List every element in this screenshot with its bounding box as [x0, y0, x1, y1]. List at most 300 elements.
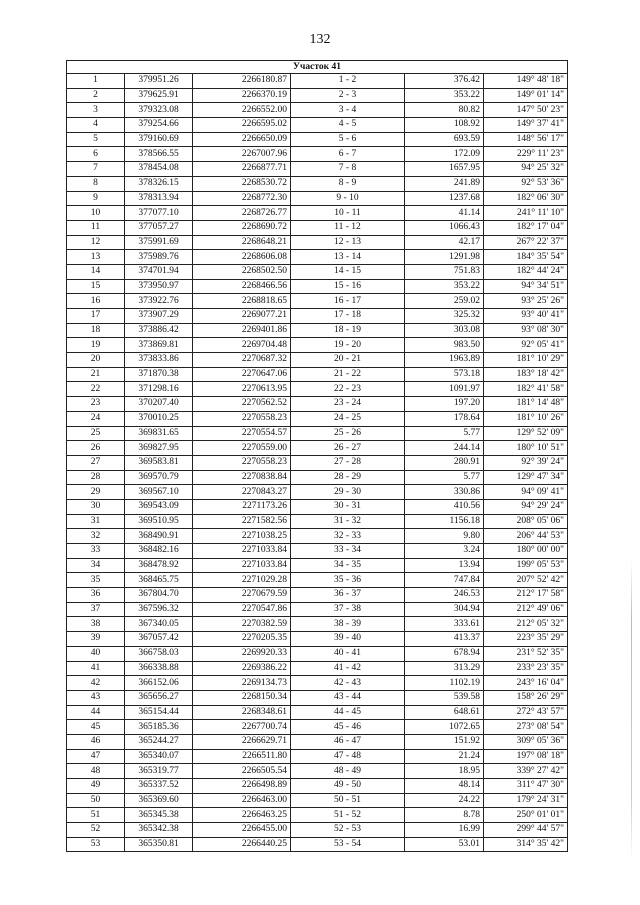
segment-length-cell: 13.94 — [405, 558, 484, 573]
coordinate-y-cell: 2270205.35 — [193, 632, 291, 647]
direction-angle-cell: 93° 25' 26" — [484, 294, 568, 309]
scan-edge-mark — [631, 560, 632, 860]
direction-angle-cell: 92° 05' 41" — [484, 338, 568, 353]
direction-angle-cell: 231° 52' 35" — [484, 646, 568, 661]
coordinate-x-cell: 379951.26 — [125, 74, 193, 89]
table-row — [67, 617, 568, 632]
segment-length-cell: 333.61 — [405, 617, 484, 632]
coordinate-x-cell: 373833.86 — [125, 353, 193, 368]
coordinate-x-cell: 367057.42 — [125, 632, 193, 647]
coordinate-y-cell: 2266180.87 — [193, 74, 291, 89]
segment-cell: 24 - 25 — [291, 411, 405, 426]
coordinate-x-cell: 365369.60 — [125, 793, 193, 808]
table-row — [67, 411, 568, 426]
coordinate-x-cell: 375989.76 — [125, 250, 193, 265]
point-number-cell: 26 — [67, 441, 125, 456]
coordinate-y-cell: 2268772.30 — [193, 191, 291, 206]
segment-length-cell: 1156.18 — [405, 514, 484, 529]
point-number-cell: 14 — [67, 264, 125, 279]
coordinate-y-cell: 2270838.84 — [193, 470, 291, 485]
coordinate-y-cell: 2271038.25 — [193, 529, 291, 544]
direction-angle-cell: 182° 06' 30" — [484, 191, 568, 206]
direction-angle-cell: 94° 09' 41" — [484, 485, 568, 500]
point-number-cell: 12 — [67, 235, 125, 250]
direction-angle-cell: 129° 52' 09" — [484, 426, 568, 441]
coordinate-x-cell: 368478.92 — [125, 558, 193, 573]
point-number-cell: 38 — [67, 617, 125, 632]
point-number-cell: 31 — [67, 514, 125, 529]
table-row — [67, 132, 568, 147]
coordinates-table — [66, 60, 568, 852]
point-number-cell: 46 — [67, 734, 125, 749]
direction-angle-cell: 92° 39' 24" — [484, 455, 568, 470]
segment-cell: 50 - 51 — [291, 793, 405, 808]
table-row — [67, 558, 568, 573]
segment-length-cell: 1291.98 — [405, 250, 484, 265]
table-row — [67, 485, 568, 500]
table-row — [67, 382, 568, 397]
segment-length-cell: 244.14 — [405, 441, 484, 456]
direction-angle-cell: 197° 08' 18" — [484, 749, 568, 764]
coordinate-y-cell: 2270613.95 — [193, 382, 291, 397]
coordinate-y-cell: 2269077.21 — [193, 309, 291, 324]
coordinate-x-cell: 377057.27 — [125, 220, 193, 235]
point-number-cell: 9 — [67, 191, 125, 206]
segment-cell: 8 - 9 — [291, 176, 405, 191]
segment-length-cell: 353.22 — [405, 88, 484, 103]
segment-length-cell: 21.24 — [405, 749, 484, 764]
point-number-cell: 4 — [67, 118, 125, 133]
coordinate-x-cell: 379254.66 — [125, 118, 193, 133]
direction-angle-cell: 148° 56' 17" — [484, 132, 568, 147]
point-number-cell: 32 — [67, 529, 125, 544]
segment-cell: 11 - 12 — [291, 220, 405, 235]
coordinate-x-cell: 378566.55 — [125, 147, 193, 162]
coordinate-x-cell: 365319.77 — [125, 764, 193, 779]
segment-length-cell: 80.82 — [405, 103, 484, 118]
segment-cell: 9 - 10 — [291, 191, 405, 206]
direction-angle-cell: 181° 10' 26" — [484, 411, 568, 426]
point-number-cell: 17 — [67, 309, 125, 324]
section-header-row — [67, 61, 568, 74]
segment-cell: 25 - 26 — [291, 426, 405, 441]
direction-angle-cell: 212° 05' 32" — [484, 617, 568, 632]
segment-cell: 48 - 49 — [291, 764, 405, 779]
coordinate-y-cell: 2266505.54 — [193, 764, 291, 779]
point-number-cell: 25 — [67, 426, 125, 441]
table-row — [67, 544, 568, 559]
point-number-cell: 20 — [67, 353, 125, 368]
direction-angle-cell: 158° 26' 29" — [484, 690, 568, 705]
coordinate-x-cell: 365244.27 — [125, 734, 193, 749]
coordinate-x-cell: 378454.08 — [125, 162, 193, 177]
coordinate-y-cell: 2269134.73 — [193, 676, 291, 691]
coordinate-y-cell: 2270558.23 — [193, 411, 291, 426]
coordinate-x-cell: 365656.27 — [125, 690, 193, 705]
table-row — [67, 837, 568, 852]
segment-length-cell: 53.01 — [405, 837, 484, 852]
segment-cell: 20 - 21 — [291, 353, 405, 368]
segment-cell: 37 - 38 — [291, 602, 405, 617]
direction-angle-cell: 207° 52' 42" — [484, 573, 568, 588]
table-row — [67, 588, 568, 603]
direction-angle-cell: 94° 34' 51" — [484, 279, 568, 294]
direction-angle-cell: 181° 10' 29" — [484, 353, 568, 368]
table-row — [67, 529, 568, 544]
coordinate-y-cell: 2271029.28 — [193, 573, 291, 588]
table-row — [67, 103, 568, 118]
coordinate-x-cell: 370010.25 — [125, 411, 193, 426]
direction-angle-cell: 267° 22' 37" — [484, 235, 568, 250]
segment-cell: 42 - 43 — [291, 676, 405, 691]
coordinate-y-cell: 2269401.86 — [193, 323, 291, 338]
segment-length-cell: 573.18 — [405, 367, 484, 382]
segment-cell: 6 - 7 — [291, 147, 405, 162]
table-row — [67, 808, 568, 823]
coordinate-x-cell: 369567.10 — [125, 485, 193, 500]
segment-cell: 28 - 29 — [291, 470, 405, 485]
coordinate-y-cell: 2270562.52 — [193, 397, 291, 412]
segment-length-cell: 108.92 — [405, 118, 484, 133]
segment-length-cell: 42.17 — [405, 235, 484, 250]
point-number-cell: 45 — [67, 720, 125, 735]
segment-cell: 12 - 13 — [291, 235, 405, 250]
coordinate-y-cell: 2268606.08 — [193, 250, 291, 265]
point-number-cell: 10 — [67, 206, 125, 221]
coordinate-x-cell: 369570.79 — [125, 470, 193, 485]
coordinate-y-cell: 2269386.22 — [193, 661, 291, 676]
segment-length-cell: 1102.19 — [405, 676, 484, 691]
segment-cell: 36 - 37 — [291, 588, 405, 603]
point-number-cell: 15 — [67, 279, 125, 294]
table-row — [67, 720, 568, 735]
table-row — [67, 323, 568, 338]
direction-angle-cell: 243° 16' 04" — [484, 676, 568, 691]
point-number-cell: 52 — [67, 823, 125, 838]
table-row — [67, 338, 568, 353]
segment-length-cell: 151.92 — [405, 734, 484, 749]
point-number-cell: 18 — [67, 323, 125, 338]
direction-angle-cell: 309° 05' 36" — [484, 734, 568, 749]
direction-angle-cell: 149° 48' 18" — [484, 74, 568, 89]
point-number-cell: 42 — [67, 676, 125, 691]
table-row — [67, 676, 568, 691]
point-number-cell: 22 — [67, 382, 125, 397]
coordinate-y-cell: 2266370.19 — [193, 88, 291, 103]
direction-angle-cell: 233° 23' 35" — [484, 661, 568, 676]
table-row — [67, 690, 568, 705]
segment-length-cell: 376.42 — [405, 74, 484, 89]
table-row — [67, 118, 568, 133]
coordinate-x-cell: 375991.69 — [125, 235, 193, 250]
segment-length-cell: 24.22 — [405, 793, 484, 808]
segment-length-cell: 1963.89 — [405, 353, 484, 368]
coordinate-y-cell: 2271033.84 — [193, 558, 291, 573]
coordinate-x-cell: 374701.94 — [125, 264, 193, 279]
point-number-cell: 29 — [67, 485, 125, 500]
coordinate-x-cell: 371870.38 — [125, 367, 193, 382]
point-number-cell: 34 — [67, 558, 125, 573]
coordinate-x-cell: 379160.69 — [125, 132, 193, 147]
coordinate-y-cell: 2266595.02 — [193, 118, 291, 133]
segment-cell: 38 - 39 — [291, 617, 405, 632]
coordinate-y-cell: 2266463.00 — [193, 793, 291, 808]
coordinate-y-cell: 2270687.32 — [193, 353, 291, 368]
segment-cell: 4 - 5 — [291, 118, 405, 133]
segment-cell: 39 - 40 — [291, 632, 405, 647]
direction-angle-cell: 223° 35' 29" — [484, 632, 568, 647]
coordinate-x-cell: 371298.16 — [125, 382, 193, 397]
segment-cell: 44 - 45 — [291, 705, 405, 720]
segment-cell: 34 - 35 — [291, 558, 405, 573]
coordinate-y-cell: 2270382.59 — [193, 617, 291, 632]
direction-angle-cell: 147° 50' 23" — [484, 103, 568, 118]
point-number-cell: 6 — [67, 147, 125, 162]
segment-cell: 41 - 42 — [291, 661, 405, 676]
segment-cell: 51 - 52 — [291, 808, 405, 823]
segment-length-cell: 172.09 — [405, 147, 484, 162]
direction-angle-cell: 184° 35' 54" — [484, 250, 568, 265]
table-row — [67, 309, 568, 324]
coordinates-table-container — [66, 60, 567, 852]
segment-cell: 26 - 27 — [291, 441, 405, 456]
coordinate-x-cell: 378326.15 — [125, 176, 193, 191]
point-number-cell: 19 — [67, 338, 125, 353]
coordinate-x-cell: 368482.16 — [125, 544, 193, 559]
coordinate-y-cell: 2270558.23 — [193, 455, 291, 470]
point-number-cell: 13 — [67, 250, 125, 265]
segment-cell: 46 - 47 — [291, 734, 405, 749]
table-row — [67, 705, 568, 720]
segment-length-cell: 5.77 — [405, 470, 484, 485]
coordinate-y-cell: 2266511.80 — [193, 749, 291, 764]
direction-angle-cell: 182° 44' 24" — [484, 264, 568, 279]
coordinate-y-cell: 2268502.50 — [193, 264, 291, 279]
segment-length-cell: 353.22 — [405, 279, 484, 294]
table-row — [67, 191, 568, 206]
segment-length-cell: 693.59 — [405, 132, 484, 147]
coordinate-x-cell: 367340.05 — [125, 617, 193, 632]
coordinate-x-cell: 379323.08 — [125, 103, 193, 118]
segment-length-cell: 330.86 — [405, 485, 484, 500]
coordinate-x-cell: 377077.10 — [125, 206, 193, 221]
coordinate-x-cell: 373922.76 — [125, 294, 193, 309]
point-number-cell: 21 — [67, 367, 125, 382]
coordinate-x-cell: 369827.95 — [125, 441, 193, 456]
segment-cell: 52 - 53 — [291, 823, 405, 838]
direction-angle-cell: 229° 11' 23" — [484, 147, 568, 162]
coordinate-y-cell: 2270559.00 — [193, 441, 291, 456]
segment-cell: 15 - 16 — [291, 279, 405, 294]
coordinate-x-cell: 365340.07 — [125, 749, 193, 764]
direction-angle-cell: 311° 47' 30" — [484, 779, 568, 794]
segment-length-cell: 678.94 — [405, 646, 484, 661]
direction-angle-cell: 241° 11' 10" — [484, 206, 568, 221]
coordinate-y-cell: 2266463.25 — [193, 808, 291, 823]
table-row — [67, 88, 568, 103]
coordinate-x-cell: 365350.81 — [125, 837, 193, 852]
coordinate-y-cell: 2271582.56 — [193, 514, 291, 529]
table-row — [67, 470, 568, 485]
table-row — [67, 632, 568, 647]
coordinate-y-cell: 2268348.61 — [193, 705, 291, 720]
coordinate-x-cell: 379625.91 — [125, 88, 193, 103]
segment-length-cell: 1072.65 — [405, 720, 484, 735]
table-row — [67, 602, 568, 617]
coordinate-y-cell: 2270843.27 — [193, 485, 291, 500]
direction-angle-cell: 94° 25' 32" — [484, 162, 568, 177]
coordinate-y-cell: 2269920.33 — [193, 646, 291, 661]
segment-cell: 14 - 15 — [291, 264, 405, 279]
segment-length-cell: 241.89 — [405, 176, 484, 191]
table-row — [67, 749, 568, 764]
segment-length-cell: 246.53 — [405, 588, 484, 603]
direction-angle-cell: 93° 08' 30" — [484, 323, 568, 338]
direction-angle-cell: 212° 17' 58" — [484, 588, 568, 603]
table-row — [67, 176, 568, 191]
coordinate-x-cell: 367596.32 — [125, 602, 193, 617]
direction-angle-cell: 93° 40' 41" — [484, 309, 568, 324]
coordinate-x-cell: 366338.88 — [125, 661, 193, 676]
direction-angle-cell: 180° 00' 00" — [484, 544, 568, 559]
coordinate-x-cell: 369543.09 — [125, 499, 193, 514]
coordinate-x-cell: 369510.95 — [125, 514, 193, 529]
coordinate-y-cell: 2270554.57 — [193, 426, 291, 441]
table-row — [67, 264, 568, 279]
coordinate-x-cell: 373886.42 — [125, 323, 193, 338]
coordinate-y-cell: 2268818.65 — [193, 294, 291, 309]
coordinate-x-cell: 365345.38 — [125, 808, 193, 823]
direction-angle-cell: 129° 47' 34" — [484, 470, 568, 485]
point-number-cell: 5 — [67, 132, 125, 147]
segment-cell: 18 - 19 — [291, 323, 405, 338]
point-number-cell: 28 — [67, 470, 125, 485]
table-row — [67, 441, 568, 456]
direction-angle-cell: 339° 27' 42" — [484, 764, 568, 779]
table-row — [67, 74, 568, 89]
segment-length-cell: 539.58 — [405, 690, 484, 705]
coordinate-x-cell: 369831.65 — [125, 426, 193, 441]
segment-length-cell: 18.95 — [405, 764, 484, 779]
coordinate-x-cell: 366758.03 — [125, 646, 193, 661]
segment-cell: 33 - 34 — [291, 544, 405, 559]
direction-angle-cell: 272° 43' 57" — [484, 705, 568, 720]
point-number-cell: 44 — [67, 705, 125, 720]
direction-angle-cell: 206° 44' 53" — [484, 529, 568, 544]
coordinate-x-cell: 378313.94 — [125, 191, 193, 206]
direction-angle-cell: 208° 05' 06" — [484, 514, 568, 529]
segment-cell: 1 - 2 — [291, 74, 405, 89]
point-number-cell: 2 — [67, 88, 125, 103]
table-row — [67, 779, 568, 794]
coordinate-y-cell: 2266498.89 — [193, 779, 291, 794]
segment-length-cell: 1091.97 — [405, 382, 484, 397]
direction-angle-cell: 149° 01' 14" — [484, 88, 568, 103]
point-number-cell: 39 — [67, 632, 125, 647]
coordinate-y-cell: 2267700.74 — [193, 720, 291, 735]
segment-cell: 32 - 33 — [291, 529, 405, 544]
point-number-cell: 8 — [67, 176, 125, 191]
segment-length-cell: 197.20 — [405, 397, 484, 412]
segment-cell: 2 - 3 — [291, 88, 405, 103]
coordinate-y-cell: 2270679.59 — [193, 588, 291, 603]
segment-cell: 29 - 30 — [291, 485, 405, 500]
table-row — [67, 455, 568, 470]
direction-angle-cell: 212° 49' 06" — [484, 602, 568, 617]
table-row — [67, 162, 568, 177]
table-row — [67, 397, 568, 412]
table-row — [67, 426, 568, 441]
segment-length-cell: 410.56 — [405, 499, 484, 514]
segment-length-cell: 313.29 — [405, 661, 484, 676]
coordinate-y-cell: 2268690.72 — [193, 220, 291, 235]
segment-cell: 3 - 4 — [291, 103, 405, 118]
table-row — [67, 279, 568, 294]
coordinate-x-cell: 367804.70 — [125, 588, 193, 603]
segment-length-cell: 9.80 — [405, 529, 484, 544]
direction-angle-cell: 199° 05' 53" — [484, 558, 568, 573]
coordinate-y-cell: 2266455.00 — [193, 823, 291, 838]
direction-angle-cell: 92° 53' 36" — [484, 176, 568, 191]
segment-cell: 16 - 17 — [291, 294, 405, 309]
point-number-cell: 51 — [67, 808, 125, 823]
point-number-cell: 23 — [67, 397, 125, 412]
segment-length-cell: 1657.95 — [405, 162, 484, 177]
table-row — [67, 661, 568, 676]
table-row — [67, 147, 568, 162]
coordinate-y-cell: 2266552.00 — [193, 103, 291, 118]
coordinate-x-cell: 370207.40 — [125, 397, 193, 412]
segment-cell: 22 - 23 — [291, 382, 405, 397]
coordinate-y-cell: 2271033.84 — [193, 544, 291, 559]
coordinate-y-cell: 2268150.34 — [193, 690, 291, 705]
segment-length-cell: 751.83 — [405, 264, 484, 279]
direction-angle-cell: 182° 41' 58" — [484, 382, 568, 397]
coordinate-y-cell: 2270647.06 — [193, 367, 291, 382]
direction-angle-cell: 299° 44' 57" — [484, 823, 568, 838]
segment-cell: 43 - 44 — [291, 690, 405, 705]
segment-length-cell: 48.14 — [405, 779, 484, 794]
direction-angle-cell: 250° 01' 01" — [484, 808, 568, 823]
table-row — [67, 235, 568, 250]
coordinate-y-cell: 2268648.21 — [193, 235, 291, 250]
coordinate-x-cell: 365342.38 — [125, 823, 193, 838]
table-row — [67, 499, 568, 514]
point-number-cell: 41 — [67, 661, 125, 676]
coordinate-y-cell: 2268530.72 — [193, 176, 291, 191]
coordinate-y-cell: 2266877.71 — [193, 162, 291, 177]
point-number-cell: 1 — [67, 74, 125, 89]
direction-angle-cell: 149° 37' 41" — [484, 118, 568, 133]
coordinate-x-cell: 373907.29 — [125, 309, 193, 324]
table-row — [67, 646, 568, 661]
table-row — [67, 573, 568, 588]
point-number-cell: 43 — [67, 690, 125, 705]
coordinate-x-cell: 365154.44 — [125, 705, 193, 720]
section-title: Участок 41 — [67, 61, 568, 74]
direction-angle-cell: 314° 35' 42" — [484, 837, 568, 852]
segment-cell: 13 - 14 — [291, 250, 405, 265]
segment-cell: 7 - 8 — [291, 162, 405, 177]
segment-cell: 10 - 11 — [291, 206, 405, 221]
point-number-cell: 53 — [67, 837, 125, 852]
segment-cell: 5 - 6 — [291, 132, 405, 147]
segment-cell: 30 - 31 — [291, 499, 405, 514]
point-number-cell: 7 — [67, 162, 125, 177]
coordinate-y-cell: 2266650.09 — [193, 132, 291, 147]
direction-angle-cell: 273° 08' 54" — [484, 720, 568, 735]
point-number-cell: 37 — [67, 602, 125, 617]
